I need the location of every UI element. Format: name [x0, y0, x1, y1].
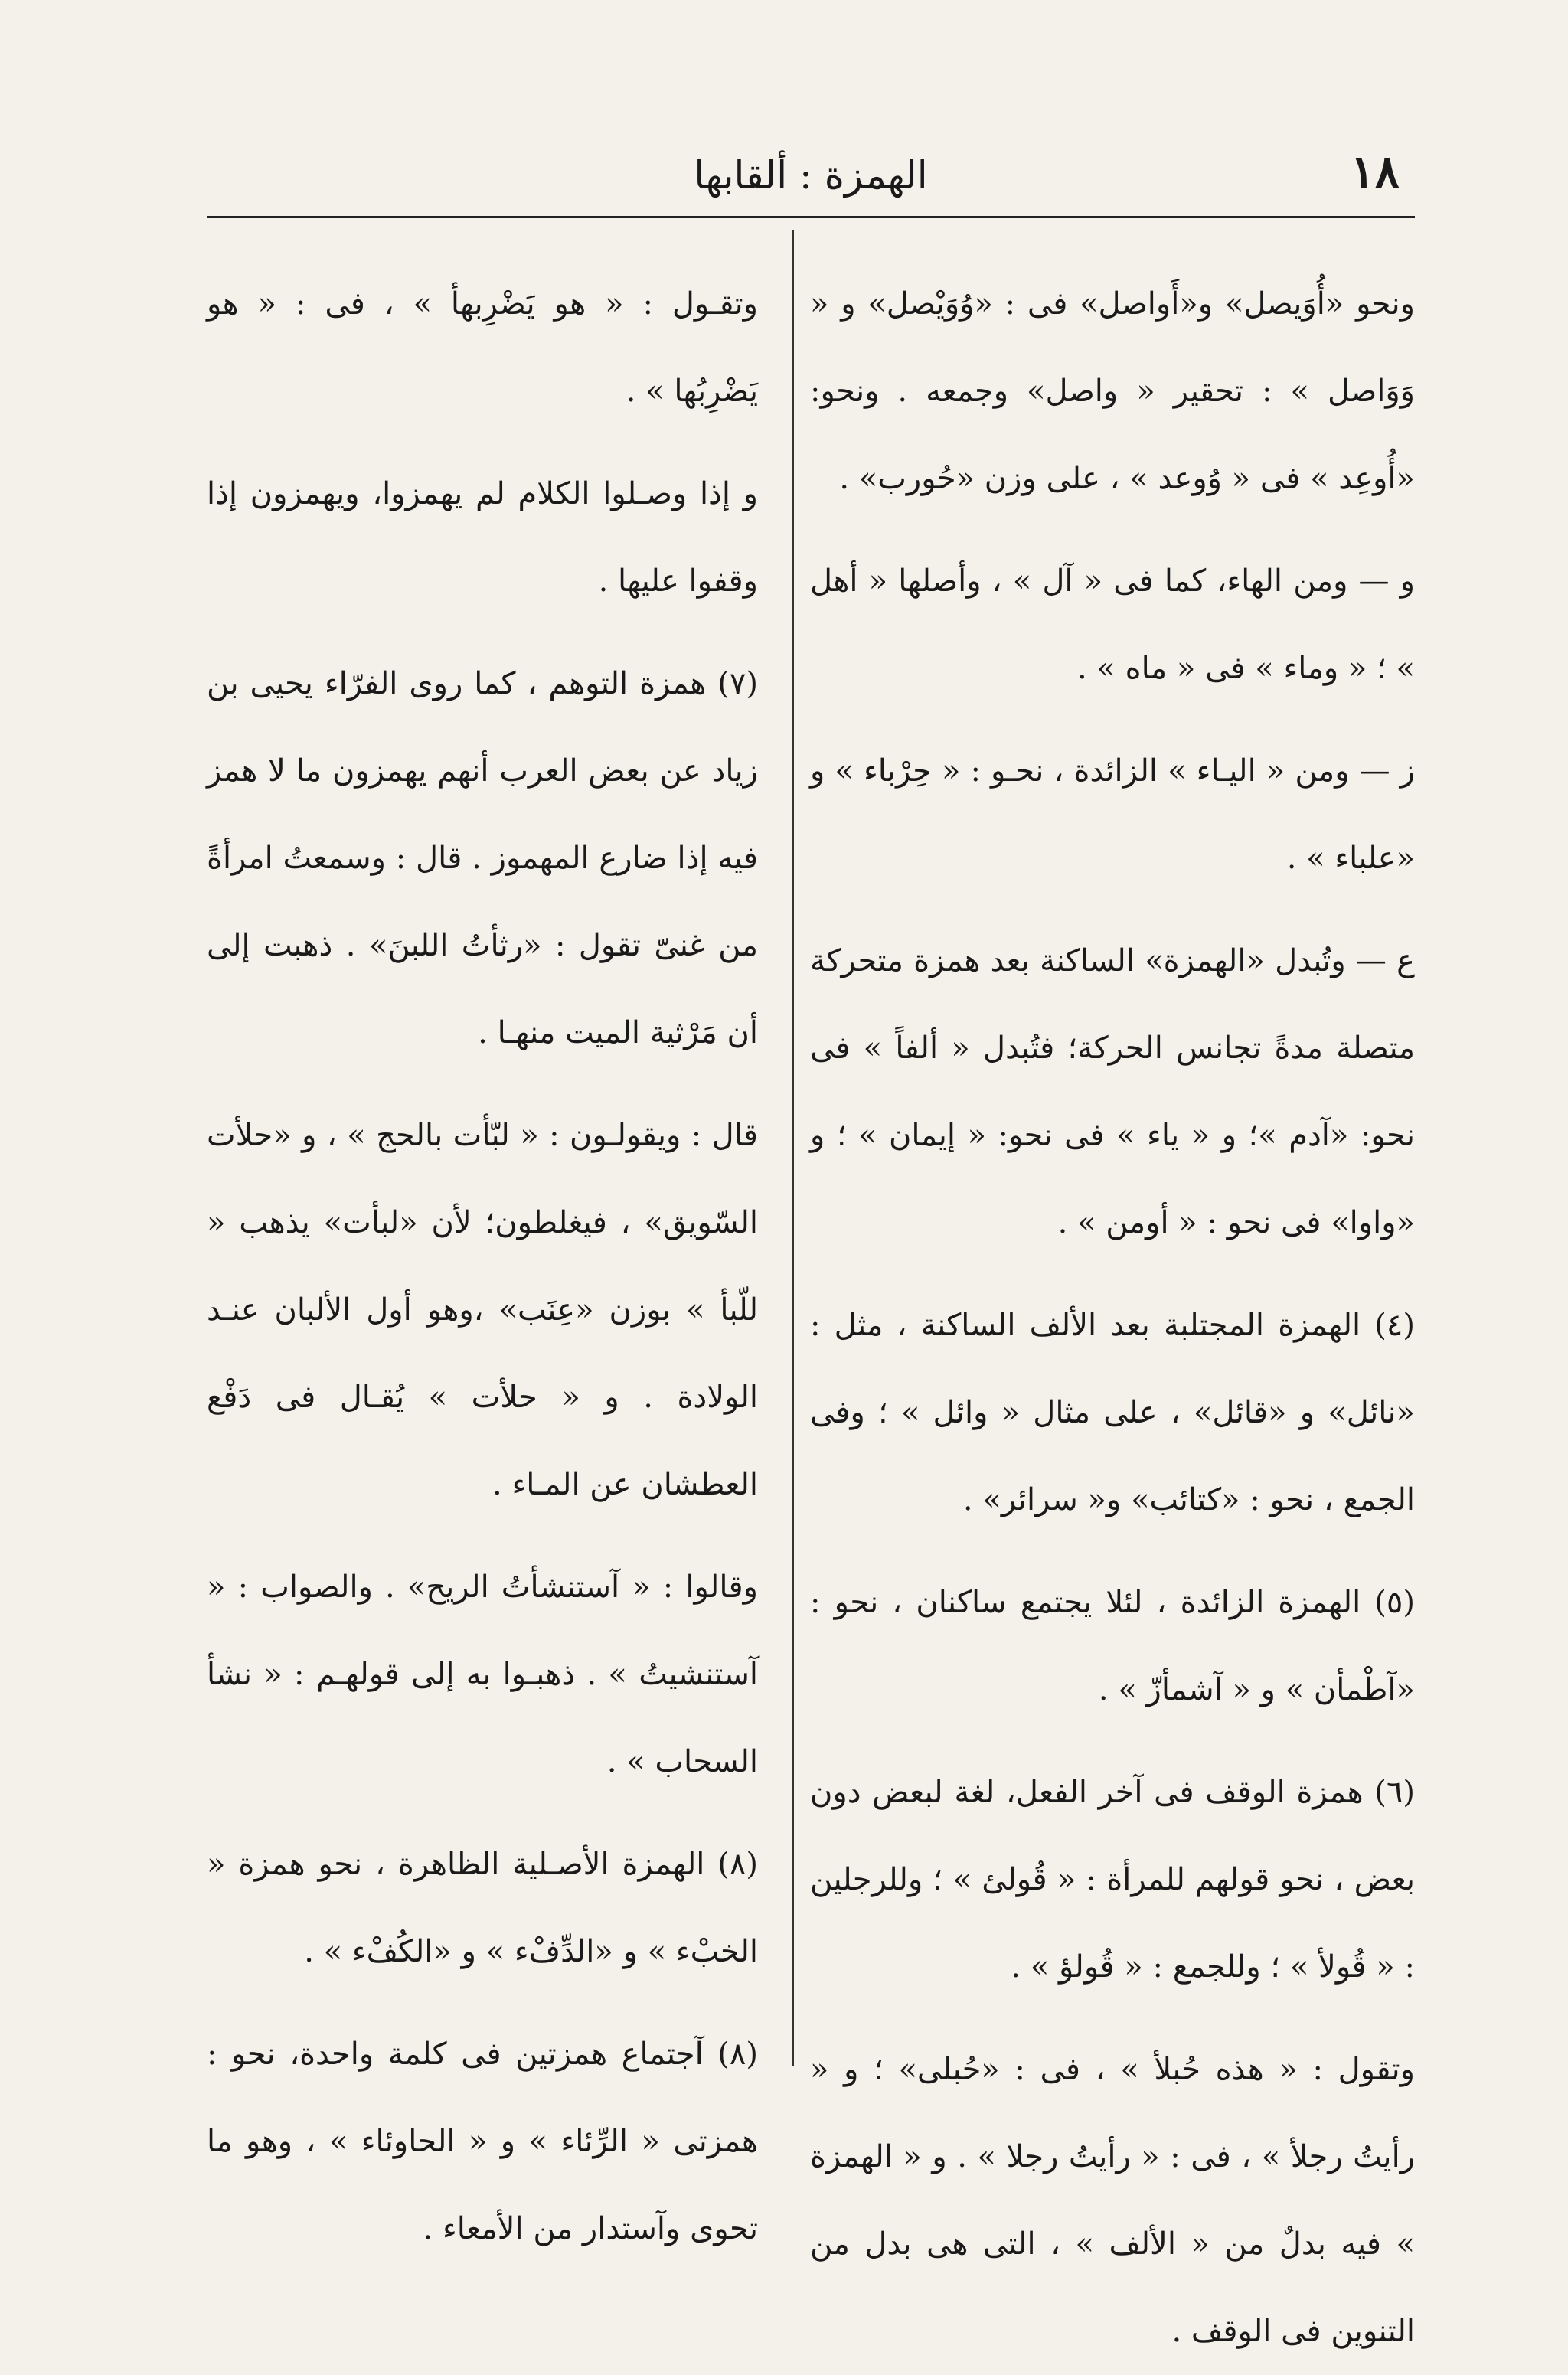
right-column: [810, 260, 1415, 2349]
paragraph: (٧) همزة التوهم ، كما روى الفرّاء يحيى بن زياد عن بعض العرب أنهم يهمزون ما لا همز فيه إذا ضارع المهموز . قال : وسمعتُ امرأةً من غنىّ تقول : «رثأتُ اللبنَ» . ذهبت إلى أن مَرْثية الميت منهـا .: [207, 666, 758, 1050]
header-rule: [207, 216, 1415, 218]
paragraph: ع — وتُبدل «الهمزة» الساكنة بعد همزة متحركة متصلة مدةً تجانس الحركة؛ فتُبدل « ألفاً » فى نحو: «آدم »؛ و « ياء » فى نحو: « إيمان » ؛ و «واوا» فى نحو : « أومن » .: [810, 943, 1415, 1240]
paragraph: قال : ويقولـون : « لبّأت بالحج » ، و «حلأت السّويق» ، فيغلطون؛ لأن «لبأت» يذهب « للّبأ » بوزن «عِنَب» ،وهو أول الألبان عنـد الولادة . و « حلأت » يُقـال فى دَفْع العطشان عن المـاء .: [207, 1118, 758, 1502]
column-divider: [792, 230, 794, 2066]
paragraph: (٨) الهمزة الأصـلية الظاهرة ، نحو همزة « الخبْء » و «الدِّفْء » و «الكُفْء » .: [207, 1847, 758, 1969]
paragraph: (٦) همزة الوقف فى آخر الفعل، لغة لبعض دون بعض ، نحو قولهم للمرأة : « قُولئ » ؛ وللرجلين : « قُولأ » ؛ وللجمع : « قُولؤ » .: [810, 1775, 1415, 1985]
paragraph: ونحو «أُوَيصل» و«أَواصل» فى : «وُوَيْصل» و « وَوَاصل » : تحقير « واصل» وجمعه . ونحو: «أُوعِد » فى « وُوعد » ، على وزن «حُورب» .: [810, 286, 1415, 496]
paragraph: وقالوا : « آستنشأتُ الريح» . والصواب : « آستنشيتُ » . ذهبـوا به إلى قولهـم : « نشأ السحاب » .: [207, 1570, 758, 1779]
paragraph: (٥) الهمزة الزائدة ، لئلا يجتمع ساكنان ، نحو : «آطْمأن » و « آشمأزّ » .: [810, 1585, 1415, 1707]
paragraph: وتقول : « هذه حُبلأ » ، فى : «حُبلى» ؛ و « رأيتُ رجلأ » ، فى : « رأيتُ رجلا » . و « الهمزة » فيه بدلٌ من « الألف » ، التى هى بدل من التنوين فى الوقف .: [810, 2052, 1415, 2349]
page-number: ١٨: [1350, 145, 1400, 199]
paragraph: (٤) الهمزة المجتلبة بعد الألف الساكنة ، مثل : «نائل» و «قائل» ، على مثال « وائل » ؛ وفى الجمع ، نحو : «كتائب» و« سرائر» .: [810, 1308, 1415, 1517]
paragraph: و — ومن الهاء، كما فى « آل » ، وأصلها « أهل » ؛ « وماء » فى « ماه » .: [810, 564, 1415, 686]
page-header: [207, 145, 1415, 214]
paragraph: و إذا وصـلوا الكلام لم يهمزوا، ويهمزون إذا وقفوا عليها .: [207, 476, 758, 599]
paragraph: (٨) آجتماع همزتين فى كلمة واحدة، نحو : همزتى « الرِّئاء » و « الحاوئاء » ، وهو ما تحوى وآستدار من الأمعاء .: [207, 2037, 758, 2246]
running-head: الهمزة : ألقابها: [694, 153, 928, 198]
paragraph: وتقـول : « هو يَضْرِبهأ » ، فى : « هو يَضْرِبُها » .: [207, 286, 758, 409]
left-column: [207, 260, 758, 2246]
paragraph: ز — ومن « اليـاء » الزائدة ، نحـو : « حِرْباء » و «علباء » .: [810, 753, 1415, 876]
